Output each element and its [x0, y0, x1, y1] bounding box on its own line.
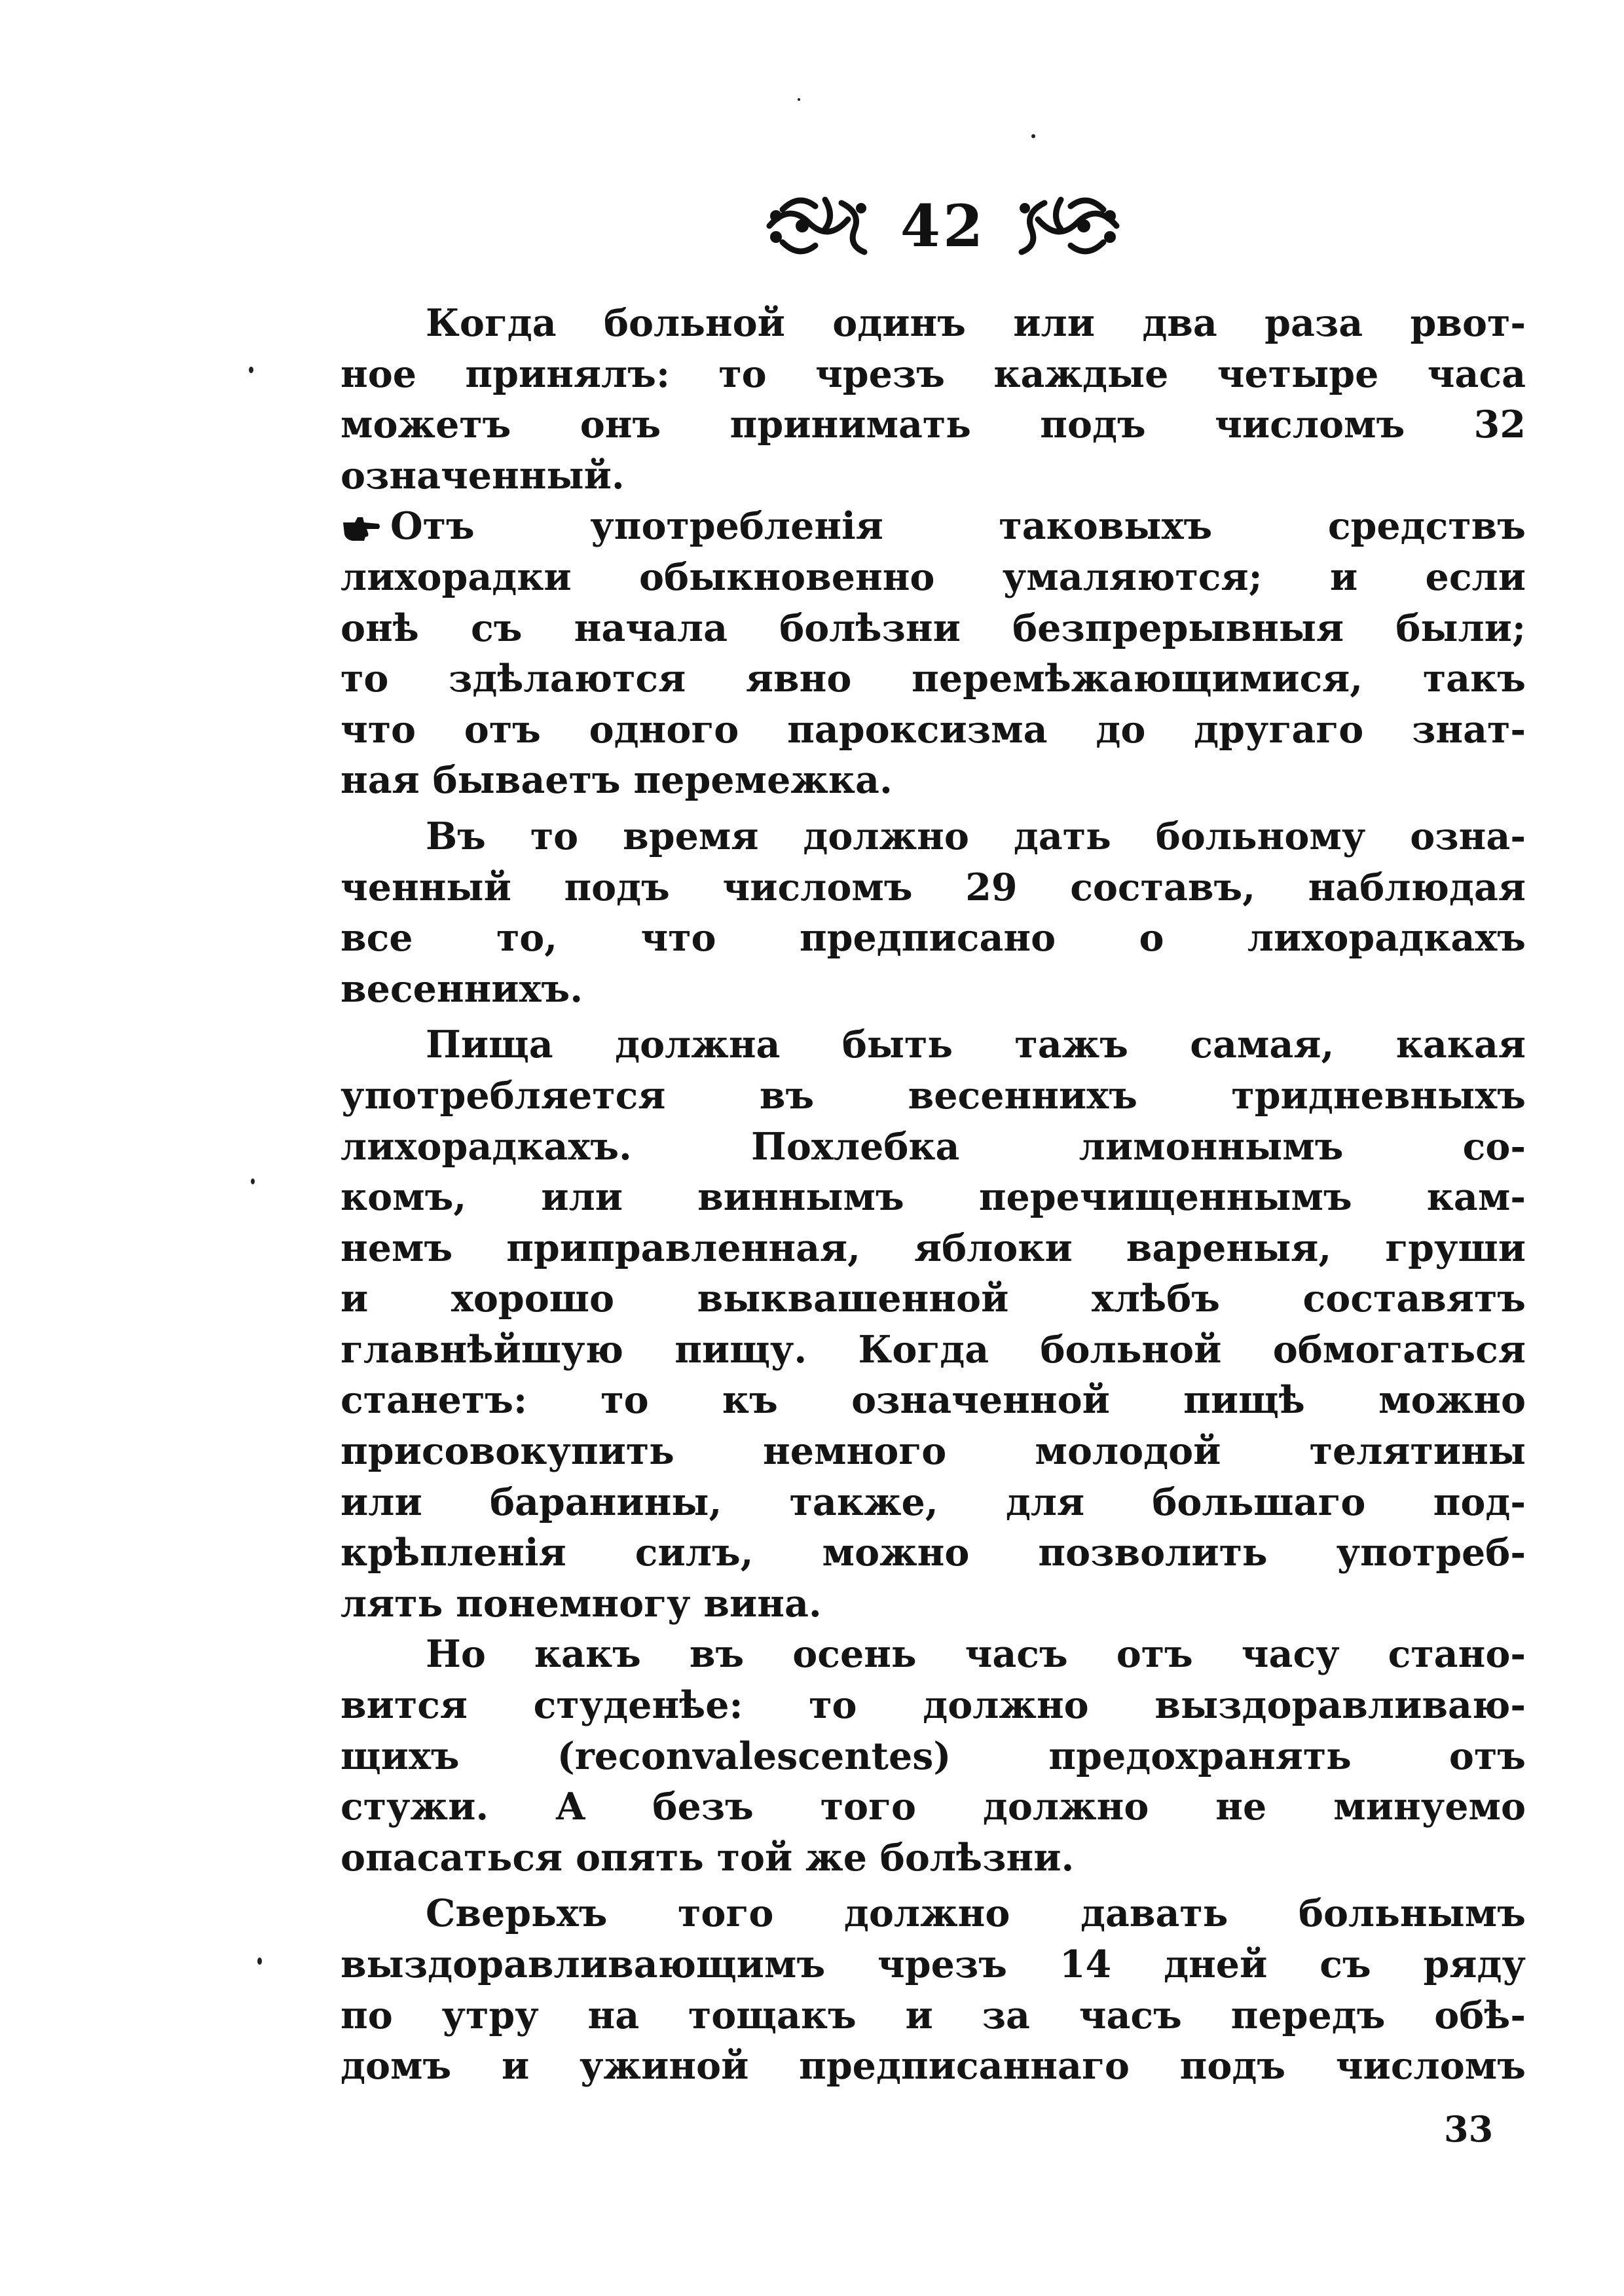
text-line-content: Отъ употребленія таковыхъ средствъ: [390, 504, 1526, 549]
text-line: выздоравливающимъ чрезъ 14 дней съ ряду: [341, 1942, 1526, 1986]
body-text: [341, 298, 1526, 2092]
text-line: щихъ (reconvalescentes) предохранять отъ: [341, 1734, 1526, 1778]
text-line: весеннихъ.: [341, 966, 583, 1011]
paragraph: [341, 298, 1526, 501]
paragraph: [341, 1888, 1526, 2091]
text-line: комъ, или виннымъ перечищеннымъ кам-: [341, 1175, 1526, 1220]
scan-speck: [249, 367, 253, 373]
text-line: Пища должна быть тажъ самая, какая: [426, 1023, 1526, 1067]
text-line: станетъ: то къ означенной пищѣ можно: [341, 1378, 1526, 1423]
text-line: вится студенѣе: то должно выздоравливаю-: [341, 1683, 1526, 1728]
floral-ornament-icon: [763, 190, 874, 262]
page-number: 42: [900, 192, 986, 260]
text-line: присовокупить немного молодой телятины: [341, 1429, 1526, 1474]
text-line: лихорадкахъ. Похлебка лимоннымъ со-: [341, 1124, 1526, 1169]
text-line: Когда больной одинъ или два раза рвот-: [426, 301, 1526, 345]
text-line: Въ то время должно дать больному озна-: [426, 814, 1526, 858]
text-line: ченный подъ числомъ 29 составъ, наблюдая: [341, 865, 1526, 909]
text-line: немъ приправленная, яблоки вареныя, груши: [341, 1226, 1526, 1270]
text-line: ное принялъ: то чрезъ каждые четыре часа: [341, 352, 1526, 396]
text-line: онѣ съ начала болѣзни безпрерывныя были;: [341, 606, 1526, 650]
scan-speck: [251, 1178, 255, 1184]
pointing-hand-icon: [341, 513, 381, 545]
scan-speck: [257, 1958, 262, 1965]
floral-ornament-icon: [1012, 190, 1123, 262]
text-line: и хорошо выквашенной хлѣбъ составятъ: [341, 1277, 1526, 1321]
text-line: ная бываетъ перемежка.: [341, 758, 893, 803]
text-line: употребляется въ весеннихъ тридневныхъ: [341, 1073, 1526, 1118]
text-line: Сверьхъ того должно давать больнымъ: [426, 1891, 1526, 1936]
text-line: можетъ онъ принимать подъ числомъ 32: [341, 403, 1526, 447]
text-line: лихорадки обыкновенно умаляются; и если: [341, 555, 1526, 599]
text-line: главнѣйшую пищу. Когда больной обмогаться: [341, 1327, 1526, 1372]
paragraph: [341, 501, 1526, 806]
text-line: означенный.: [341, 453, 625, 498]
text-line: [341, 501, 1526, 552]
text-line: что отъ одного пароксизма до другаго знат-: [341, 707, 1526, 752]
paragraph: [341, 811, 1526, 1014]
catchword: 33: [1444, 2108, 1494, 2150]
scan-speck: [798, 98, 800, 101]
text-line: лять понемногу вина.: [341, 1581, 822, 1626]
text-line: стужи. А безъ того должно не минуемо: [341, 1785, 1526, 1829]
text-line: домъ и ужиной предписаннаго подъ числомъ: [341, 2044, 1526, 2088]
paragraph: [341, 1019, 1526, 1629]
paragraph: [341, 1629, 1526, 1883]
text-line: Но какъ въ осень часъ отъ часу стано-: [426, 1632, 1526, 1677]
text-line: все то, что предписано о лихорадкахъ: [341, 916, 1526, 960]
text-line: крѣпленія силъ, можно позволить употреб-: [341, 1531, 1526, 1575]
text-line: по утру на тощакъ и за часъ передъ обѣ-: [341, 1993, 1526, 2037]
page-header: [740, 177, 1146, 275]
text-line: опасаться опять той же болѣзни.: [341, 1835, 1075, 1880]
text-line: то здѣлаются явно перемѣжающимися, такъ: [341, 657, 1526, 701]
scan-speck: [1031, 134, 1035, 138]
text-line: или баранины, также, для большаго под-: [341, 1480, 1526, 1524]
